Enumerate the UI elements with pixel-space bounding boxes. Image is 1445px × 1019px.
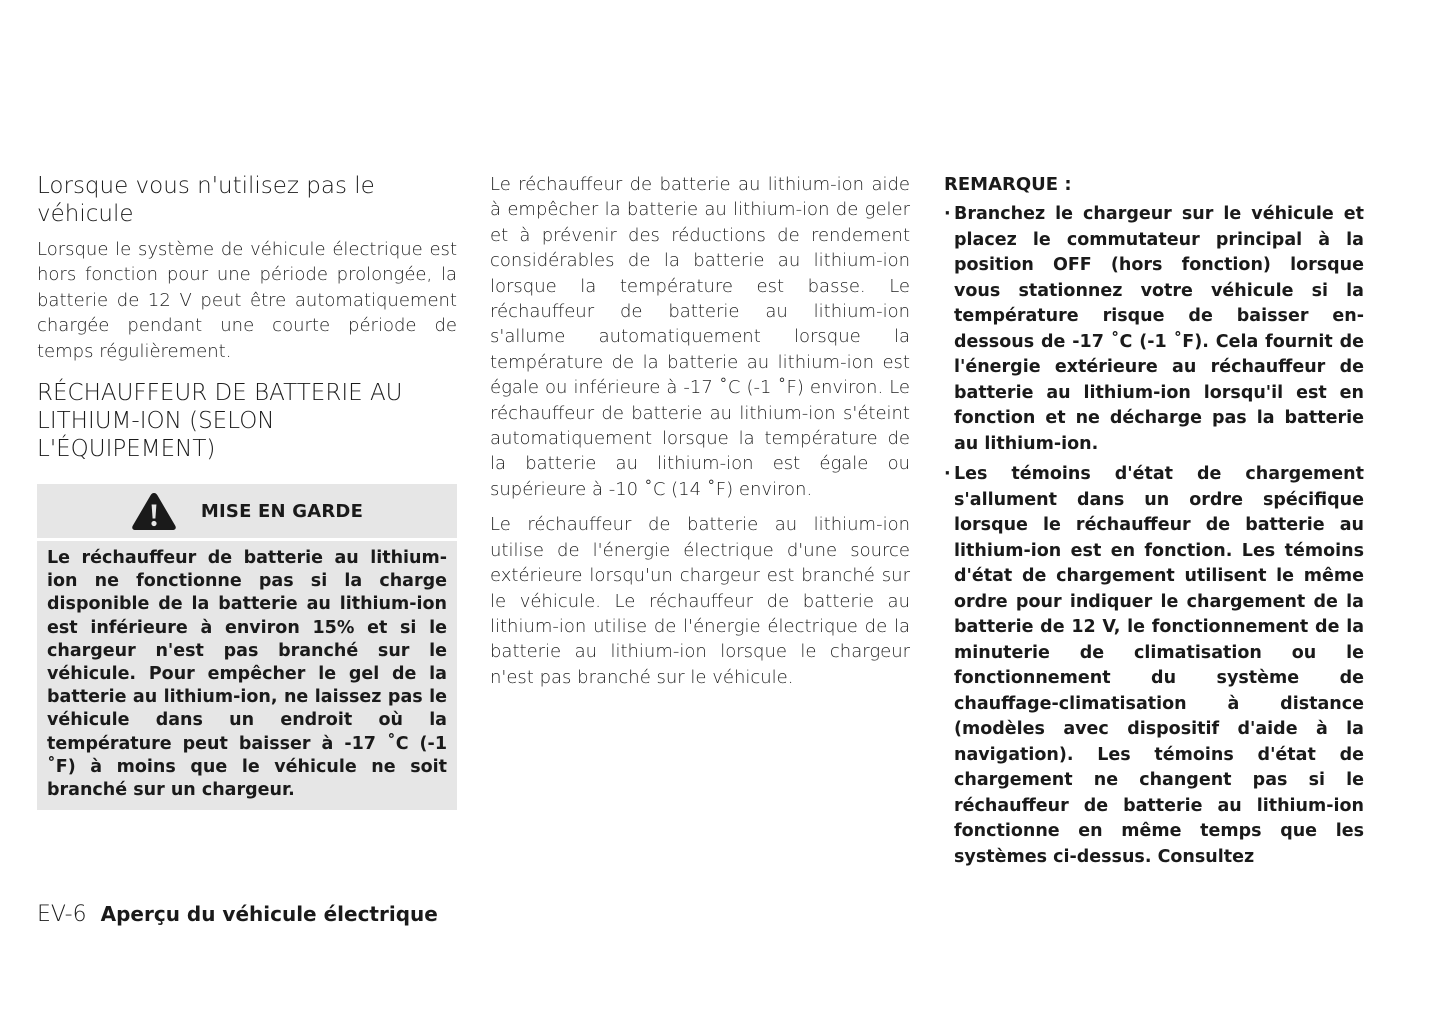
paragraph-heater-energy: Le réchauffeur de batterie au lithium-ion utilise de l'énergie électrique d'une source extérieure lorsqu'un chargeur est branché sur le véhicule. Le réchauffeur de batterie au lithium-ion utilise de l'énergie électrique de la batterie au lithium-ion lorsque le chargeur n'est pas branché sur le véhicule.: [490, 514, 910, 688]
paragraph-heater-function: Le réchauffeur de batterie au lithium-ion aide à empêcher la batterie au lithium-ion de geler et à prévenir des réductions de rendement considérables de la batterie au lithium-ion lorsque la température est basse. Le réchauffeur de batterie au lithium-ion s'allume automatiquement lorsque la température de la batterie au lithium-ion est égale ou inférieure à -17 ˚C (-1 ˚F) environ. Le réchauffeur de batterie au lithium-ion s'éteint automatiquement lorsque la température de la batterie au lithium-ion est égale ou supérieure à -10 ˚C (14 ˚F) environ.: [490, 174, 910, 500]
note-item-text: Les témoins d'état de chargement s'allument dans un ordre spécifique lorsque le réchauffeur de batterie au lithium-ion est en fonction. Les témoins d'état de chargement utilisent le même ordre pour indiquer le chargement de la batterie de 12 V, le fonctionnement de la minuterie de climatisation ou le fonctionnement du système de chauffage-climatisation à distance (modèles avec dispositif d'aide à la navigation). Les témoins d'état de chargement ne changent pas si le réchauffeur de batterie au lithium-ion fonctionne en même temps que les systèmes ci-dessus. Consultez: [954, 464, 1364, 867]
bullet-dot: ·: [944, 464, 951, 484]
middle-column: [490, 172, 910, 690]
list-item: [944, 202, 1364, 457]
caution-title: MISE EN GARDE: [200, 500, 364, 522]
page-footer: [37, 902, 438, 927]
bullet-dot: ·: [944, 204, 951, 224]
footer-section-title: Aperçu du véhicule électrique: [100, 902, 438, 926]
warning-triangle-icon: [131, 491, 177, 531]
right-column: [944, 172, 1364, 875]
note-list: [944, 202, 1364, 870]
caution-body-text: Le réchauffeur de batterie au lithium-ion ne fonctionne pas si la charge disponible de la batterie au lithium-ion est inférieure à environ 15% et si le chargeur n'est pas branché sur le véhicule. Pour empêcher le gel de la batterie au lithium-ion, ne laissez pas le véhicule dans un endroit où la température peut baisser à -17 ˚C (-1 ˚F) à moins que le véhicule ne soit branché sur un chargeur.: [47, 548, 447, 801]
caution-header: [37, 484, 457, 541]
left-column: [37, 172, 457, 810]
section-heading-not-using: Lorsque vous n'utilisez pas le véhicule: [37, 173, 375, 227]
list-item: [944, 462, 1364, 870]
section-heading-battery-heater: RÉCHAUFFEUR DE BATTERIE AU LITHIUM-ION (SELON L'ÉQUIPEMENT): [37, 380, 403, 463]
page-number: EV-6: [37, 902, 87, 927]
note-title: REMARQUE :: [944, 174, 1072, 195]
note-item-text: Branchez le chargeur sur le véhicule et placez le commutateur principal à la position OFF (hors fonction) lorsque vous stationnez votre véhicule si la température risque de baisser en-dessous de -17 ˚C (-1 ˚F). Cela fournit de l'énergie extérieure au réchauffeur de batterie au lithium-ion lorsqu'il est en fonction et ne décharge pas la batterie au lithium-ion.: [954, 204, 1364, 454]
paragraph-12v-charging: Lorsque le système de véhicule électrique est hors fonction pour une période prolongée, la batterie de 12 V peut être automatiquement chargée pendant une courte période de temps régulièrement.: [37, 239, 457, 362]
caution-box: [37, 484, 457, 810]
